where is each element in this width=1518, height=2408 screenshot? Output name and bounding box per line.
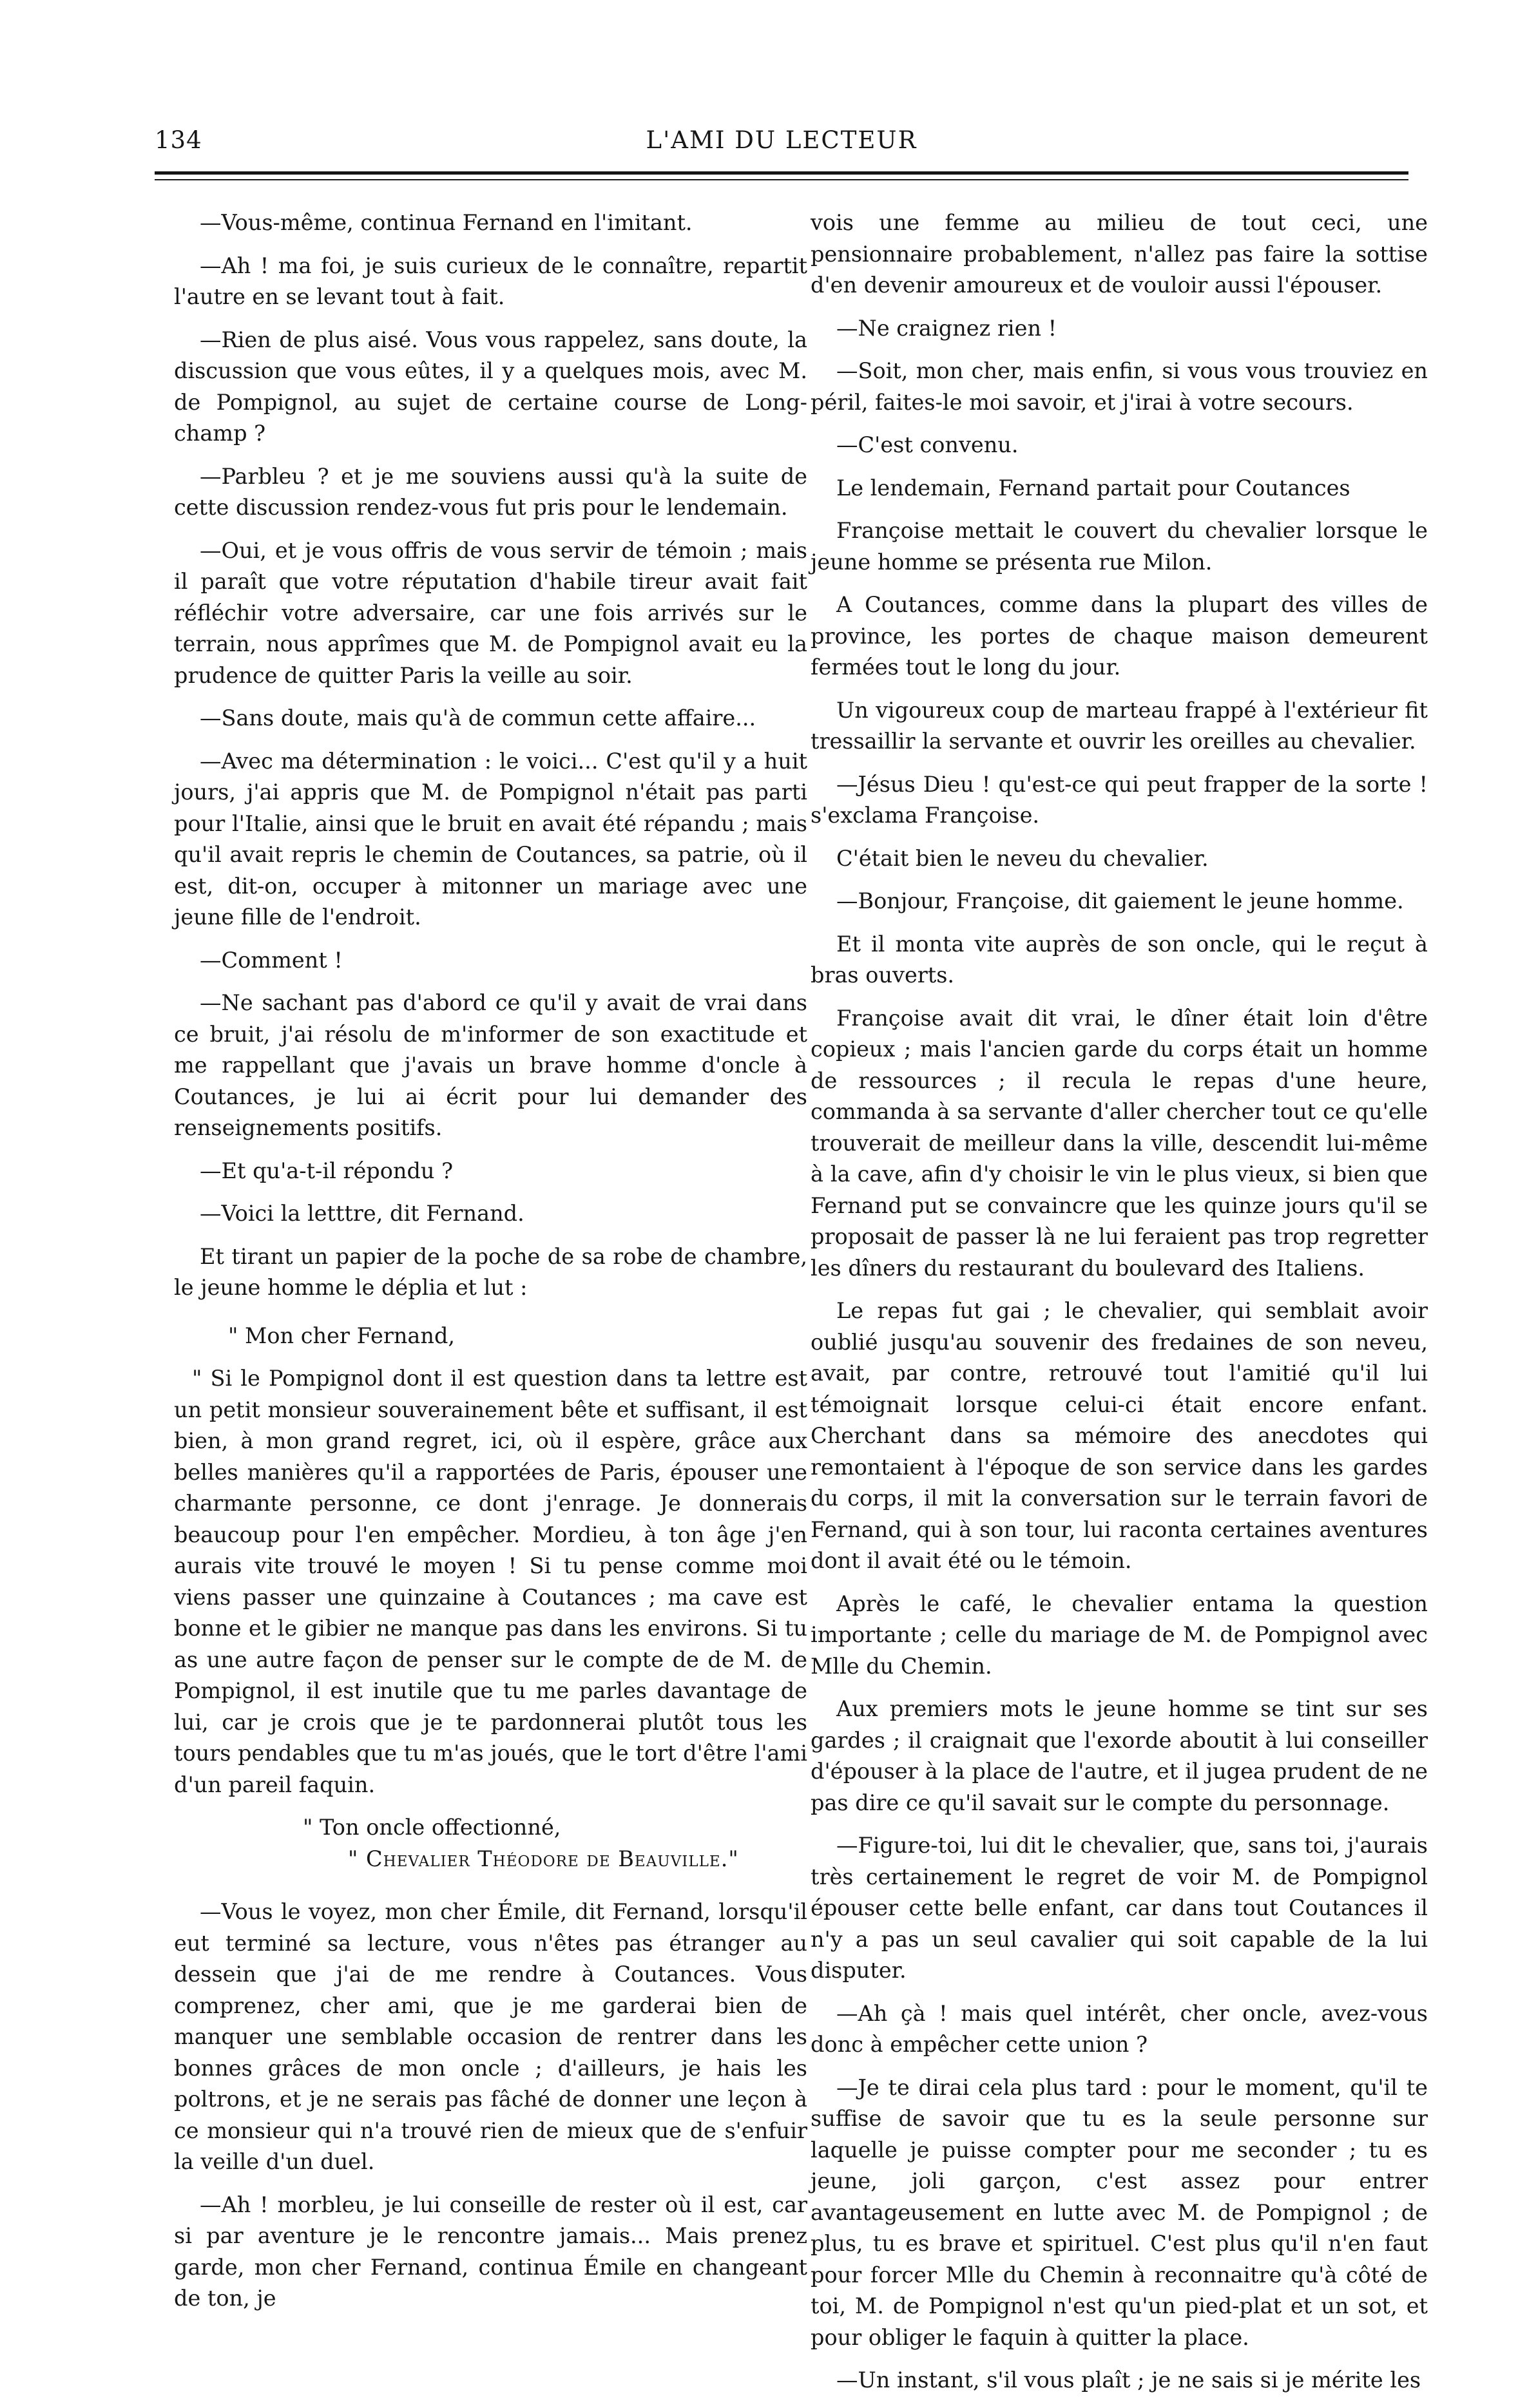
letter-closing: " Ton oncle offectionné, <box>303 1815 561 1840</box>
paragraph: —Ah çà ! mais quel intérêt, cher oncle, avez-vous donc à empêcher cette union ? <box>811 2000 1428 2057</box>
paragraph: —Soit, mon cher, mais enfin, si vous vous trouviez en péril, faites-le moi savoir, et j'irai à votre secours. <box>811 358 1428 415</box>
running-title: L'AMI DU LECTEUR <box>646 126 918 154</box>
paragraph: Et tirant un papier de la poche de sa robe de chambre, le jeune homme le déplia et lut : <box>174 1243 807 1300</box>
paragraph: Le repas fut gai ; le chevalier, qui semblait avoir oublié jusqu'au souvenir des fredaines de son neveu, avait, par contre, retrouvé tout l'amitié qu'il lui témoignait lorsque celui-ci était encore enfant. Cherchant dans sa mémoire des anecdotes qui remontaient à l'époque de son service dans les gardes du corps, il mit la conversation sur le terrain favori de Fernand, qui à son tour, lui raconta certaines aventures dont il avait été ou le témoin. <box>811 1298 1428 1573</box>
paragraph: —Ne sachant pas d'abord ce qu'il y avait de vrai dans ce bruit, j'ai résolu de m'informer de son exactitude et me rappellant que j'avais un brave homme d'oncle à Coutances, je lui ai écrit pour lui demander des renseignements positifs. <box>174 990 807 1140</box>
right-column <box>811 207 1428 2408</box>
paragraph: —Comment ! <box>200 947 343 973</box>
paragraph: A Coutances, comme dans la plupart des villes de province, les portes de chaque maison demeurent fermées tout le long du jour. <box>811 592 1428 680</box>
page-header <box>155 126 1408 162</box>
paragraph: —Ne craignez rien ! <box>836 315 1057 341</box>
paragraph: —Oui, et je vous offris de vous servir de témoin ; mais il paraît que votre réputation d'habile tireur avait fait réfléchir votre adversaire, car une fois arrivés sur le terrain, nous apprîmes que M. de Pompignol avait eu la prudence de quitter Paris la veille au soir. <box>174 537 807 688</box>
paragraph: Françoise avait dit vrai, le dîner était loin d'être copieux ; mais l'ancien garde du corps était un homme de ressources ; il recula le repas d'une heure, commanda à sa servante d'aller chercher tout ce qu'elle trouverait de meilleur dans la ville, descendit lui-même à la cave, afin d'y choisir le vin le plus vieux, si bien que Fernand put se convaincre que les quinze jours qu'il se proposait de passer là ne lui feraient pas trop regretter les dîners du restaurant du boulevard des Italiens. <box>811 1005 1428 1281</box>
paragraph: —Jésus Dieu ! qu'est-ce qui peut frapper de la sorte ! s'exclama Françoise. <box>811 771 1428 828</box>
paragraph: Le lendemain, Fernand partait pour Coutances <box>836 475 1350 501</box>
paragraph: Après le café, le chevalier entama la question importante ; celle du mariage de M. de Pompignol avec Mlle du Chemin. <box>811 1591 1428 1679</box>
paragraph: —Bonjour, Françoise, dit gaiement le jeune homme. <box>836 888 1404 913</box>
paragraph: —Figure-toi, lui dit le chevalier, que, sans toi, j'aurais très certainement le regret de voir M. de Pompignol épouser cette belle enfant, car dans tout Coutances il n'y a pas un seul cavalier qui soit capable de la lui disputer. <box>811 1833 1428 1983</box>
paragraph: —Ah ! morbleu, je lui conseille de rester où il est, car si par aventure je le rencontre jamais... Mais prenez garde, mon cher Fernand, continua Émile en changeant de ton, je <box>174 2192 807 2311</box>
paragraph: —Sans doute, mais qu'à de commun cette affaire... <box>200 705 756 731</box>
header-rule-thick <box>155 171 1408 175</box>
paragraph: —Et qu'a-t-il répondu ? <box>200 1158 454 1183</box>
letter-signature: " Chevalier Théodore de Beauville." <box>348 1846 739 1871</box>
paragraph: —Un instant, s'il vous plaît ; je ne sais si je mérite les <box>836 2367 1421 2393</box>
paragraph: —C'est convenu. <box>836 432 1019 457</box>
paragraph: Françoise mettait le couvert du chevalier lorsque le jeune homme se présenta rue Milon. <box>811 518 1428 575</box>
header-rule-thin <box>155 179 1408 180</box>
letter-body: " Si le Pompignol dont il est question dans ta lettre est un petit monsieur souverainement bête et suffisant, il est bien, à mon grand regret, ici, où il espère, grâce aux belles manières qu'il a rapportées de Paris, épouser une charmante personne, ce dont j'enrage. Je donnerais beaucoup pour l'en empêcher. Mordieu, à ton âge j'en aurais vite trouvé le moyen ! Si tu pense comme moi viens passer une quinzaine à Coutances ; ma cave est bonne et le gibier ne manque pas dans les environs. Si tu as une autre façon de penser sur le compte de de M. de Pompignol, il est inutile que tu me parles davantage de lui, car je crois que je te pardonnerai plutôt tous les tours pendables que tu m'as joués, que le tort d'être l'ami d'un pareil faquin. <box>174 1366 807 1797</box>
paragraph: —Vous-même, continua Fernand en l'imitant. <box>200 210 693 235</box>
letter-salutation: " Mon cher Fernand, <box>228 1323 456 1348</box>
paragraph: —Voici la letttre, dit Fernand. <box>200 1201 524 1226</box>
paragraph: C'était bien le neveu du chevalier. <box>836 845 1209 871</box>
paragraph: —Ah ! ma foi, je suis curieux de le connaître, repartit l'autre en se levant tout à fait. <box>174 253 807 309</box>
paragraph: —Rien de plus aisé. Vous vous rappelez, sans doute, la discussion que vous eûtes, il y a quelques mois, avec M. de Pompignol, au sujet de certaine course de Long-champ ? <box>174 327 807 446</box>
paragraph-continued: vois une femme au milieu de tout ceci, une pensionnaire probablement, n'allez pas faire la sottise d'en devenir amoureux et de vouloir aussi l'épouser. <box>811 210 1428 298</box>
paragraph: Aux premiers mots le jeune homme se tint sur ses gardes ; il craignait que l'exorde aboutit à lui conseiller d'épouser à la place de l'autre, et il jugea prudent de ne pas dire ce qu'il savait sur le compte du personnage. <box>811 1696 1428 1815</box>
paragraph: —Vous le voyez, mon cher Émile, dit Fernand, lorsqu'il eut terminé sa lecture, vous n'êtes pas étranger au dessein que j'ai de me rendre à Coutances. Vous comprenez, cher ami, que je me garderai bien de manquer une semblable occasion de rentrer dans les bonnes grâces de mon oncle ; d'ailleurs, je hais les poltrons, et je ne serais pas fâché de donner une leçon à ce monsieur qui n'a trouvé rien de mieux que de s'enfuir la veille d'un duel. <box>174 1899 807 2174</box>
paragraph: Et il monta vite auprès de son oncle, qui le reçut à bras ouverts. <box>811 931 1428 988</box>
left-column <box>174 207 807 2326</box>
paragraph: —Avec ma détermination : le voici... C'est qu'il y a huit jours, j'ai appris que M. de Pompignol n'était pas parti pour l'Italie, ainsi que le bruit en avait été répandu ; mais qu'il avait repris le chemin de Coutances, sa patrie, où il est, dit-on, occuper à mitonner un mariage avec une jeune fille de l'endroit. <box>174 748 807 930</box>
paragraph: —Parbleu ? et je me souviens aussi qu'à la suite de cette discussion rendez-vous fut pris pour le lendemain. <box>174 463 807 520</box>
paragraph: —Je te dirai cela plus tard : pour le moment, qu'il te suffise de savoir que tu es la seule personne sur laquelle je puisse compter pour me seconder ; tu es jeune, joli garçon, c'est assez pour entrer avantageusement en lutte avec M. de Pompignol ; de plus, tu es brave et spirituel. C'est plus qu'il n'en faut pour forcer Mlle du Chemin à reconnaitre qu'à côté de toi, M. de Pompignol n'est qu'un pied-plat et un sot, et pour obliger le faquin à quitter la place. <box>811 2074 1428 2350</box>
paragraph: Un vigoureux coup de marteau frappé à l'extérieur fit tressaillir la servante et ouvrir les oreilles au chevalier. <box>811 697 1428 754</box>
page-number: 134 <box>155 126 202 154</box>
